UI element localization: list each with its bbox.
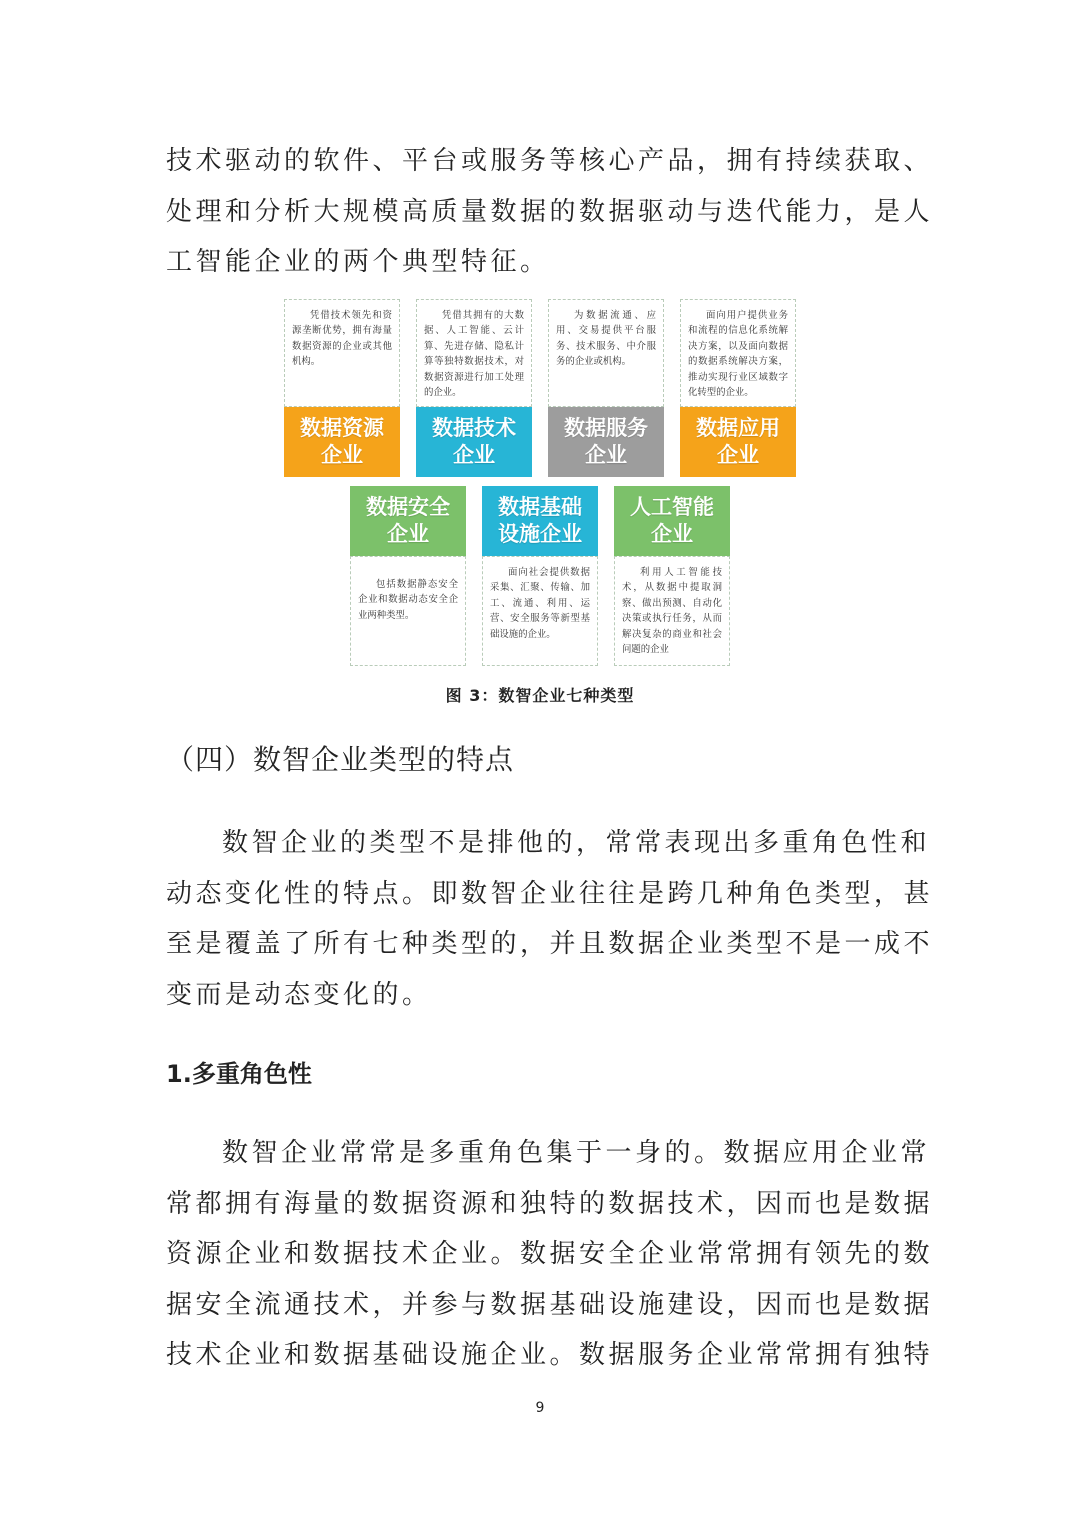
card-label-line2: 企业: [651, 522, 693, 546]
text-line: 技术驱动的软件、平台或服务等核心产品，拥有持续获取、: [166, 146, 934, 176]
text-line: 资源企业和数据技术企业。数据安全企业常常拥有领先的数: [166, 1239, 934, 1269]
card-label-line1: 数据资源: [300, 416, 384, 440]
text-line: 数智企业常常是多重角色集于一身的。数据应用企业常: [222, 1138, 931, 1168]
card-label-line2: 企业: [387, 522, 429, 546]
card-label: [680, 407, 796, 477]
card-label: [284, 407, 400, 477]
text-line: 数智企业的类型不是排他的，常常表现出多重角色性和: [222, 828, 931, 858]
card-label: [416, 407, 532, 477]
card-label-line2: 企业: [453, 443, 495, 467]
card-description: 为数据流通、应用、交易提供平台服务、技术服务、中介服务的企业或机构。: [548, 299, 664, 407]
text-line: 常都拥有海量的数据资源和独特的数据技术，因而也是数据: [166, 1188, 934, 1219]
card-label-line1: 数据服务: [564, 416, 648, 440]
card-description: 包括数据静态安全企业和数据动态安全企业两种类型。: [350, 556, 466, 666]
card-label-line1: 数据应用: [696, 416, 780, 440]
card-label-line1: 数据安全: [366, 495, 450, 519]
text-line: 据安全流通技术，并参与数据基础设施建设，因而也是数据: [166, 1289, 934, 1320]
card-description: 面向社会提供数据采集、汇聚、传输、加工、流通、利用、运营、安全服务等新型基础设施的企业。: [482, 556, 598, 666]
card-label-line1: 人工智能: [630, 495, 714, 519]
card-description: 面向用户提供业务和流程的信息化系统解决方案，以及面向数据的数据系统解决方案，推动实现行业区域数字化转型的企业。: [680, 299, 796, 407]
paragraph-multi-role: [166, 1128, 934, 1381]
card-description: 凭借其拥有的大数据、人工智能、云计算、先进存储、隐私计算等独特数据技术，对数据资源进行加工处理的企业。: [416, 299, 532, 407]
text-line: 至是覆盖了所有七种类型的，并且数据企业类型不是一成不: [166, 929, 934, 959]
figure-caption: 图 3：数智企业七种类型: [445, 686, 635, 705]
card-label: [482, 486, 598, 556]
enterprise-types-diagram: [0, 0, 1080, 680]
text-line: 工智能企业的两个典型特征。: [166, 247, 550, 277]
section-title: （四）数智企业类型的特点: [166, 743, 515, 776]
card-label: [614, 486, 730, 556]
card-description: 利用人工智能技术，从数据中提取洞察、做出预测、自动化决策或执行任务，从而解决复杂的商业和社会问题的企业: [614, 556, 730, 666]
card-label-line2: 设施企业: [498, 522, 582, 546]
card-label-line2: 企业: [717, 443, 759, 467]
card-label-line1: 数据技术: [432, 416, 516, 440]
card-label: [548, 407, 664, 477]
subsection-title: 1.多重角色性: [166, 1060, 312, 1088]
card-label: [350, 486, 466, 556]
text-line: 动态变化性的特点。即数智企业往往是跨几种角色类型，甚: [166, 878, 934, 909]
text-line: 处理和分析大规模高质量数据的数据驱动与迭代能力，是人: [166, 196, 934, 227]
paragraph-characteristics: [166, 818, 934, 1020]
text-line: 变而是动态变化的。: [166, 979, 432, 1010]
card-label-line2: 企业: [321, 443, 363, 467]
card-label-line2: 企业: [585, 443, 627, 467]
text-line: 技术企业和数据基础设施企业。数据服务企业常常拥有独特: [166, 1340, 934, 1370]
card-label-line1: 数据基础: [498, 495, 582, 519]
page-number: 9: [535, 1400, 545, 1416]
card-description: 凭借技术领先和资源垄断优势，拥有海量数据资源的企业或其他机构。: [284, 299, 400, 407]
